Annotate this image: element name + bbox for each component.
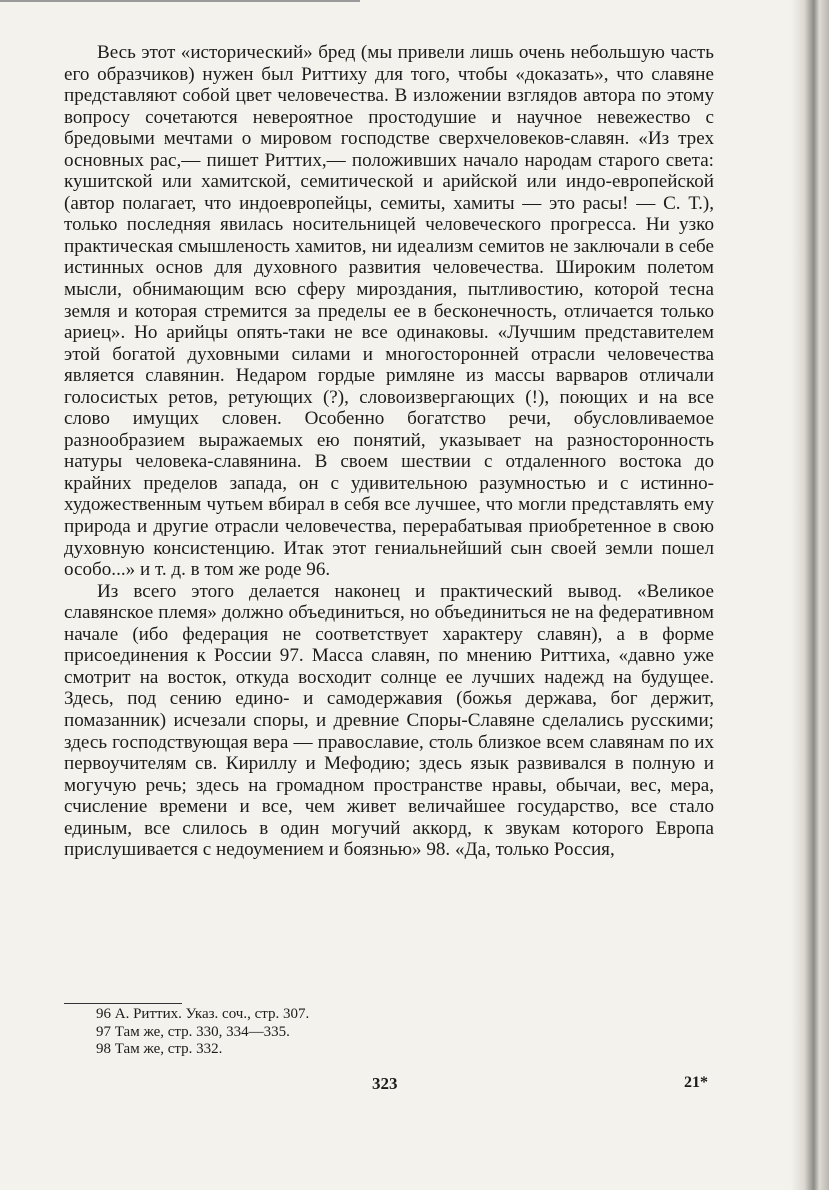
page-number: 323 <box>372 1074 398 1093</box>
book-spine-edge <box>791 0 829 1190</box>
printer-signature: 21* <box>684 1074 708 1091</box>
paragraph-2: Из всего этого делается наконец и практический вывод. «Великое славянское племя» должно объединиться, но объединиться не на федеративном начале (ибо федерация не соответствует характеру славян), а в форме присоединения к России 97. Масса славян, по мнению Риттиха, «давно уже смотрит на восток, откуда восходит солнце ее лучших надежд на будущее. Здесь, под сению едино- и самодержавия (божья держава, бог держит, помазанник) исчезали споры, и древние Споры-Славяне сделались русскими; здесь господствующая вера — православие, столь близкое всем славянам по их первоучителям св. Кириллу и Мефодию; здесь язык развивался в полную и могучую речь; здесь на громадном пространстве нравы, обычаи, вес, мера, счисление времени и все, чем живет величайшее государство, все стало единым, все слилось в один могучий аккорд, к звукам которого Европа прислушивается с недоумением и боязнью» 98. «Да, только Россия, <box>64 580 714 861</box>
footnote-divider <box>64 1003 182 1004</box>
top-edge-rule <box>0 0 360 2</box>
footnotes <box>96 1006 309 1059</box>
body-text <box>64 42 714 861</box>
footnote-98: 98 Там же, стр. 332. <box>96 1041 223 1057</box>
paragraph-1: Весь этот «исторический» бред (мы привели лишь очень небольшую часть его образчиков) нужен был Риттиху для того, чтобы «доказать», что славяне представляют собой цвет человечества. В изложении взглядов автора по этому вопросу сочетаются невероятное простодушие и научное невежество с бредовыми мечтами о мировом господстве сверхчеловеков-славян. «Из трех основных рас,— пишет Риттих,— положивших начало народам старого света: кушитской или хамитской, семитической и арийской или индо-европейской (автор полагает, что индоевропейцы, семиты, хамиты — это расы! — С. Т.), только последняя явилась носительницей человеческого прогресса. Ни узко практическая смышленость хамитов, ни идеализм семитов не заключали в себе истинных основ для духовного развития человечества. Широким полетом мысли, обнимающим всю сферу мироздания, пытливостию, которой тесна земля и которая стремится за пределы ее в бесконечность, отличается только ариец». Но арийцы опять-таки не все одинаковы. «Лучшим представителем этой богатой духовными силами и многосторонней отрасли человечества является славянин. Недаром гордые римляне из массы варваров отличали голосистых ретов, ретующих (?), словоизвергающих (!), поющих и на все слово имущих словен. Особенно богатство речи, обусловливаемое разнообразием выражаемых ею понятий, указывает на разносторонность натуры человека-славянина. В своем шествии с отдаленного востока до крайних пределов запада, он с удивительною разумностью и с истинно-художественным чутьем вбирал в себя все лучшее, что могли представлять ему природа и другие отрасли человечества, перерабатывая приобретенное в свою духовную консистенцию. Итак этот гениальнейший сын своей земли пошел особо...» и т. д. в том же роде 96. <box>64 42 714 581</box>
footnote-96: 96 А. Риттих. Указ. соч., стр. 307. <box>96 1006 310 1022</box>
footnote-97: 97 Там же, стр. 330, 334—335. <box>96 1023 290 1040</box>
